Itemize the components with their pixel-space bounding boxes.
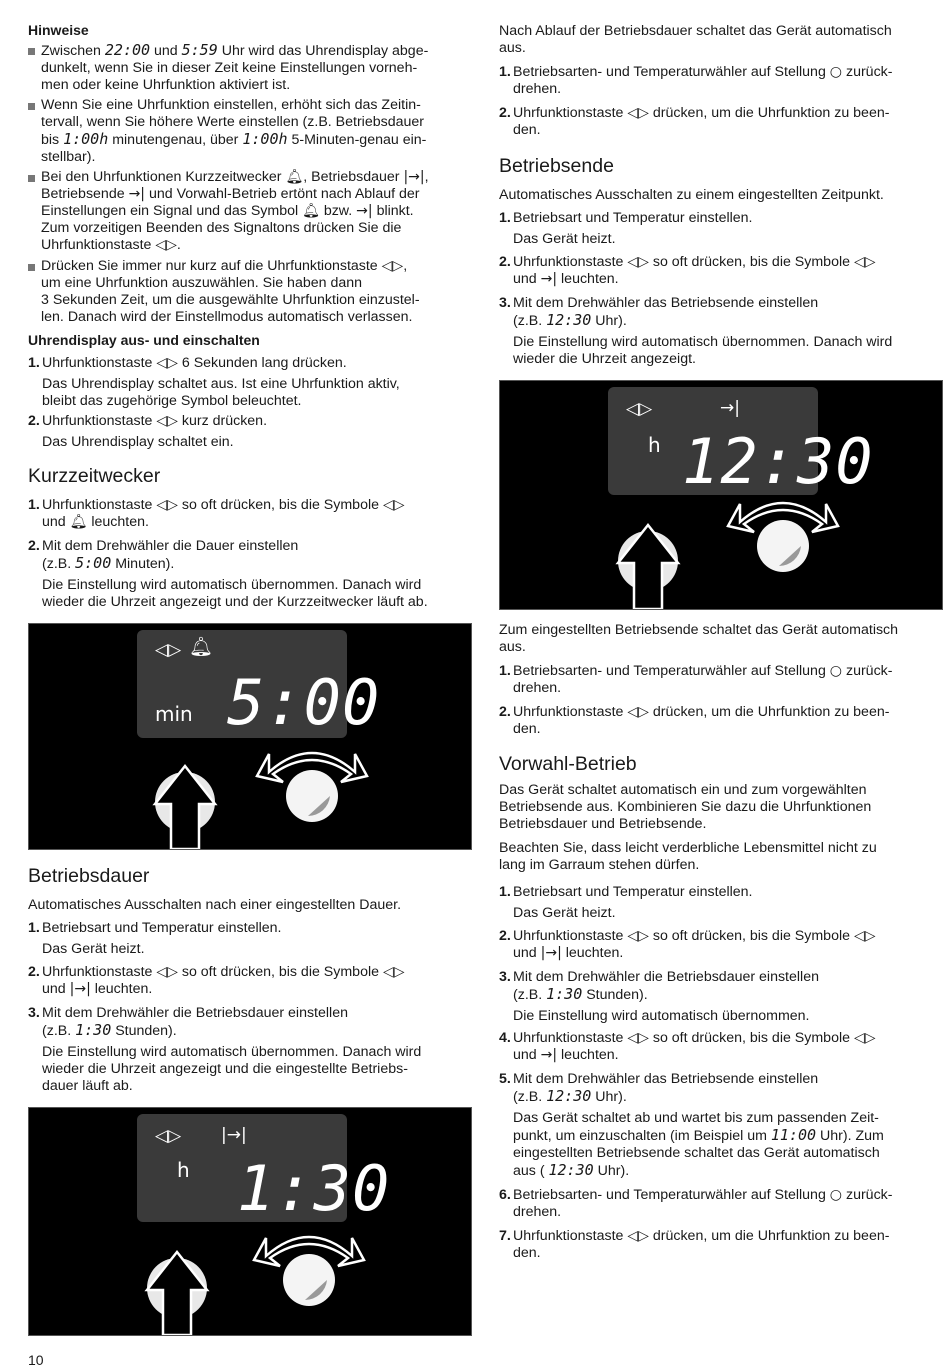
text: Betriebsart und Temperatur einstellen.	[513, 884, 753, 900]
text: Betriebsdauer und Betriebsende.	[499, 816, 707, 832]
text: Mit dem Drehwähler das Betriebsende einstellen	[513, 1071, 819, 1087]
paragraph	[499, 23, 942, 57]
text: Zwischen	[41, 43, 101, 59]
end-time-icon: →|	[540, 271, 558, 287]
be-step-2	[499, 254, 942, 288]
text: eingestellten Betriebsende schaltet das Gerät automatisch	[513, 1145, 880, 1161]
text: minutengenau, über	[112, 132, 239, 148]
step-number: 2.	[28, 413, 40, 429]
step-number: 1.	[499, 64, 511, 80]
bd-step-1	[28, 920, 472, 958]
text: Mit dem Drehwähler die Betriebsdauer einstellen	[513, 969, 819, 985]
step-number: 2.	[499, 928, 511, 944]
text: zurück-	[845, 64, 893, 80]
text: aus.	[499, 40, 526, 56]
text: drehen.	[513, 680, 562, 696]
text: so oft drücken, bis die Symbole	[652, 1030, 851, 1046]
text: Uhrfunktionstaste	[42, 355, 153, 371]
clock-key-icon: ◁▷	[155, 1126, 182, 1146]
segment-time: 5:59	[181, 41, 218, 59]
vw-step-1	[499, 884, 942, 922]
control-panel-illustration	[499, 380, 943, 610]
text: Betriebsarten- und Temperaturwähler auf Stellung	[513, 64, 826, 80]
betriebsdauer-intro: Automatisches Ausschalten nach einer eingestellten Dauer.	[28, 897, 402, 913]
clock-key-button	[155, 766, 215, 849]
text: leuchten.	[561, 271, 619, 287]
text: so oft drücken, bis die Symbole	[652, 928, 851, 944]
text: Uhrfunktionstaste	[513, 928, 624, 944]
vw-step-7	[499, 1228, 942, 1262]
text: Das Gerät schaltet automatisch ein und zum vorgewählten	[499, 782, 867, 798]
text: Das Gerät heizt.	[513, 231, 616, 247]
off-position-icon: ○	[829, 64, 843, 80]
text: Uhr).	[595, 313, 627, 329]
text: drücken, um die Uhrfunktion zu been-	[652, 1228, 890, 1244]
text: so oft drücken, bis die Symbole	[181, 497, 380, 513]
text: 3 Sekunden Zeit, um die ausgewählte Uhrfunktion einzustel-	[41, 292, 420, 308]
text: Die Einstellung wird automatisch übernommen. Danach wird	[513, 334, 893, 350]
text: Uhrfunktionstaste	[513, 254, 624, 270]
clock-key-icon: ◁▷	[156, 413, 178, 429]
kurzzeitwecker-title: Kurzzeitwecker	[28, 465, 161, 487]
text: Zum eingestellten Betriebsende schaltet das Gerät automatisch	[499, 622, 899, 638]
text: leuchten.	[94, 981, 153, 997]
segment-time: 12:30	[548, 1161, 594, 1179]
clock-key-icon: ◁▷	[626, 399, 653, 419]
segment-time: 1:00h	[242, 130, 288, 148]
bd-step-2	[28, 964, 472, 998]
text: (z.B.	[42, 556, 72, 572]
duration-icon: |→|	[540, 945, 562, 961]
clock-key-button	[618, 525, 678, 609]
step-number: 3.	[28, 1005, 40, 1021]
knob-and-key-illustration	[500, 381, 942, 609]
be-end-step-2	[499, 704, 942, 738]
text: und	[154, 43, 178, 59]
text: dauer läuft ab.	[42, 1078, 133, 1094]
text: 6 Sekunden lang drücken.	[181, 355, 347, 371]
text: ,	[403, 258, 408, 274]
bd-step-3	[28, 1005, 472, 1095]
control-panel-illustration	[28, 1107, 472, 1336]
text: Uhr).	[595, 1089, 627, 1105]
text: um eine Uhrfunktion auszuwählen. Sie haben dann	[41, 275, 363, 291]
step-number: 6.	[499, 1187, 511, 1203]
off-position-icon: ○	[829, 663, 843, 679]
text: den.	[513, 721, 541, 737]
step-number: 1.	[28, 355, 40, 371]
text: .	[176, 237, 181, 253]
clock-key-icon: ◁▷	[853, 928, 876, 944]
text: Uhr). Zum	[819, 1128, 884, 1144]
off-position-icon: ○	[829, 1187, 843, 1203]
text: aus.	[499, 639, 526, 655]
clock-key-icon: ◁▷	[627, 928, 649, 944]
text: Das Uhrendisplay schaltet ein.	[42, 434, 234, 450]
clock-key-icon: ◁▷	[156, 964, 178, 980]
text: dunkelt, wenn Sie in dieser Zeit keine Einstellungen vorneh-	[41, 60, 418, 76]
text: Betriebsende	[41, 186, 125, 202]
text: Beachten Sie, dass leicht verderbliche Lebensmittel nicht zu	[499, 840, 877, 856]
step-number: 2.	[499, 105, 511, 121]
clock-key-icon: ◁▷	[382, 497, 405, 513]
kurz-step-1	[28, 497, 472, 531]
step-number: 5.	[499, 1071, 511, 1087]
text: und Vorwahl-Betrieb ertönt nach Ablauf der	[148, 186, 420, 202]
text: (z.B.	[513, 987, 543, 1003]
text: den.	[513, 1245, 541, 1261]
text: ,	[424, 169, 429, 185]
vorwahl-intro	[499, 782, 942, 833]
page-number: 10	[28, 1352, 44, 1368]
text: Uhrfunktionstaste	[513, 1030, 624, 1046]
step-number: 1.	[499, 210, 511, 226]
text: den.	[513, 122, 541, 138]
clock-key-icon: ◁▷	[627, 254, 649, 270]
clock-key-icon: ◁▷	[156, 355, 178, 371]
rotary-selector	[728, 503, 838, 572]
betriebsdauer-title: Betriebsdauer	[28, 865, 150, 887]
text: drücken, um die Uhrfunktion zu been-	[652, 704, 890, 720]
clock-key-icon: ◁▷	[627, 704, 649, 720]
text: Mit dem Drehwähler die Dauer einstellen	[42, 538, 299, 554]
be-step-3	[499, 295, 942, 368]
step-number: 1.	[28, 497, 40, 513]
bell-icon: 🔔︎	[302, 203, 320, 219]
text: Mit dem Drehwähler das Betriebsende einstellen	[513, 295, 819, 311]
step-number: 7.	[499, 1228, 511, 1244]
step-number: 1.	[28, 920, 40, 936]
text: Zum vorzeitigen Beenden des Signaltons drücken Sie die	[41, 220, 402, 236]
segment-time: 12:30	[546, 1087, 592, 1105]
betriebsende-title: Betriebsende	[499, 155, 614, 177]
display-unit: h	[648, 433, 661, 457]
text: Uhrfunktionstaste	[513, 1228, 624, 1244]
text: (z.B.	[513, 1089, 543, 1105]
text: Das Uhrendisplay schaltet aus. Ist eine Uhrfunktion aktiv,	[42, 376, 400, 392]
display-time: 12:30	[682, 425, 874, 498]
text: len. Danach wird der Einstellmodus automatisch verlassen.	[41, 309, 413, 325]
text: kurz drücken.	[181, 413, 268, 429]
text: Einstellungen ein Signal und das Symbol	[41, 203, 299, 219]
text: Uhr).	[597, 1163, 630, 1179]
text: Das Gerät heizt.	[513, 905, 616, 921]
step-number: 3.	[499, 969, 511, 985]
text: drücken, um die Uhrfunktion zu been-	[652, 105, 890, 121]
text: zurück-	[845, 1187, 893, 1203]
knob-and-key-illustration	[29, 1108, 471, 1335]
hinweise-title: Hinweise	[28, 22, 89, 38]
step-number: 2.	[499, 254, 511, 270]
display-step-1	[28, 355, 472, 410]
text: zurück-	[845, 663, 893, 679]
bd-end-step-1	[499, 64, 942, 98]
step-number: 2.	[28, 538, 40, 554]
end-time-icon: →|	[128, 186, 146, 202]
text: Die Einstellung wird automatisch übernommen. Danach wird	[42, 577, 422, 593]
end-time-icon: →|	[540, 1047, 558, 1063]
text: wieder die Uhrzeit angezeigt.	[513, 351, 696, 367]
display-section-title: Uhrendisplay aus- und einschalten	[28, 332, 260, 348]
hinweise-item-3	[28, 169, 471, 254]
vw-step-4	[499, 1030, 942, 1064]
clock-key-icon: ◁▷	[156, 497, 178, 513]
be-step-1	[499, 210, 942, 248]
segment-time: 22:00	[104, 41, 151, 59]
text: leuchten.	[91, 514, 149, 530]
hinweise-item-1	[28, 42, 471, 94]
text: drehen.	[513, 81, 562, 97]
display-time: 5:00	[227, 666, 381, 739]
text: drehen.	[513, 1204, 562, 1220]
clock-key-icon: ◁▷	[627, 105, 649, 121]
text: bzw.	[323, 203, 353, 219]
segment-time: 11:00	[770, 1126, 817, 1144]
text: Betriebsart und Temperatur einstellen.	[42, 920, 282, 936]
paragraph	[499, 622, 942, 656]
text: 5-Minuten-genau ein-	[291, 132, 427, 148]
display-step-2	[28, 413, 472, 451]
text: Die Einstellung wird automatisch übernommen.	[513, 1008, 810, 1024]
text: Das Gerät heizt.	[42, 941, 145, 957]
text: Stunden).	[586, 987, 648, 1003]
kurz-step-2	[28, 538, 472, 611]
text: bis	[41, 132, 60, 148]
rotary-selector	[257, 753, 367, 822]
clock-key-icon: ◁▷	[381, 258, 404, 274]
display-unit: h	[177, 1158, 190, 1182]
step-number: 4.	[499, 1030, 511, 1046]
vw-step-6	[499, 1187, 942, 1221]
text: und	[513, 945, 537, 961]
text: Betriebsende aus. Kombinieren Sie dazu die Uhrfunktionen	[499, 799, 872, 815]
text: Drücken Sie immer nur kurz auf die Uhrfunktionstaste	[41, 258, 378, 274]
end-time-icon: →|	[720, 398, 740, 418]
duration-icon: |→|	[221, 1125, 247, 1145]
text: Nach Ablauf der Betriebsdauer schaltet das Gerät automatisch	[499, 23, 892, 39]
clock-key-icon: ◁▷	[853, 1030, 876, 1046]
clock-key-icon: ◁▷	[853, 254, 876, 270]
text: tervall, wenn Sie höhere Werte einstellen (z.B. Betriebsdauer	[41, 114, 424, 130]
text: und	[513, 271, 537, 287]
betriebsende-intro: Automatisches Ausschalten zu einem eingestellten Zeitpunkt.	[499, 187, 884, 203]
text: Bei den Uhrfunktionen Kurzzeitwecker	[41, 169, 282, 185]
vw-step-5	[499, 1071, 942, 1180]
text: Uhrfunktionstaste	[513, 704, 624, 720]
text: leuchten.	[565, 945, 624, 961]
text: Betriebsarten- und Temperaturwähler auf Stellung	[513, 1187, 826, 1203]
text: men oder keine Uhrfunktion aktiviert ist.	[41, 77, 291, 93]
text: lang im Garraum stehen dürfen.	[499, 857, 700, 873]
clock-key-icon: ◁▷	[155, 237, 177, 253]
text: Stunden).	[115, 1023, 177, 1039]
text: aus (	[513, 1163, 545, 1179]
duration-icon: |→|	[69, 981, 91, 997]
text: wieder die Uhrzeit angezeigt und der Kurzzeitwecker läuft ab.	[42, 594, 428, 610]
clock-key-button	[147, 1252, 207, 1335]
step-number: 1.	[499, 884, 511, 900]
text: Uhr wird das Uhrendisplay abge-	[221, 43, 429, 59]
bell-icon: 🔔︎	[285, 169, 304, 185]
text: Die Einstellung wird automatisch übernommen. Danach wird	[42, 1044, 422, 1060]
segment-time: 1:30	[75, 1021, 112, 1039]
display-time: 1:30	[237, 1152, 391, 1225]
end-time-icon: →|	[356, 203, 373, 219]
text: (z.B.	[42, 1023, 72, 1039]
segment-time: 5:00	[75, 554, 112, 572]
vw-step-2	[499, 928, 942, 962]
vorwahl-title: Vorwahl-Betrieb	[499, 753, 637, 775]
step-number: 2.	[499, 704, 511, 720]
control-panel-illustration	[28, 623, 472, 850]
step-number: 3.	[499, 295, 511, 311]
text: punkt, um einzuschalten (im Beispiel um	[513, 1128, 767, 1144]
clock-key-icon: ◁▷	[155, 640, 182, 660]
text: Mit dem Drehwähler die Betriebsdauer einstellen	[42, 1005, 348, 1021]
text: , Betriebsdauer	[303, 169, 400, 185]
segment-time: 1:30	[546, 985, 583, 1003]
step-number: 1.	[499, 663, 511, 679]
step-number: 2.	[28, 964, 40, 980]
bd-end-step-2	[499, 105, 942, 139]
clock-key-icon: ◁▷	[627, 1030, 649, 1046]
text: und	[513, 1047, 537, 1063]
text: so oft drücken, bis die Symbole	[652, 254, 851, 270]
vorwahl-note	[499, 840, 942, 874]
text: (z.B.	[513, 313, 543, 329]
bell-icon: 🔔︎	[69, 514, 88, 530]
clock-key-icon: ◁▷	[382, 964, 405, 980]
vw-step-3	[499, 969, 942, 1025]
segment-time: 1:00h	[63, 130, 109, 148]
text: Minuten).	[115, 556, 175, 572]
text: und	[42, 981, 66, 997]
text: Uhrfunktionstaste	[42, 413, 153, 429]
display-unit: min	[155, 702, 193, 726]
clock-key-icon: ◁▷	[627, 1228, 649, 1244]
text: Betriebsart und Temperatur einstellen.	[513, 210, 753, 226]
text: wieder die Uhrzeit angezeigt und die eingestellte Betriebs-	[42, 1061, 408, 1077]
text: so oft drücken, bis die Symbole	[181, 964, 380, 980]
hinweise-item-2	[28, 97, 471, 166]
text: Betriebsarten- und Temperaturwähler auf Stellung	[513, 663, 826, 679]
bell-icon: 🔔︎	[189, 636, 214, 658]
text: Uhrfunktionstaste	[513, 105, 624, 121]
knob-and-key-illustration	[29, 624, 471, 849]
segment-time: 12:30	[546, 311, 592, 329]
text: stellbar).	[41, 149, 96, 165]
text: blinkt.	[376, 203, 414, 219]
text: Uhrfunktionstaste	[41, 237, 152, 253]
be-end-step-1	[499, 663, 942, 697]
text: leuchten.	[561, 1047, 619, 1063]
text: bleibt das zugehörige Symbol beleuchtet.	[42, 393, 302, 409]
text: und	[42, 514, 66, 530]
rotary-selector	[254, 1237, 364, 1306]
hinweise-item-4	[28, 258, 471, 326]
text: Uhrfunktionstaste	[42, 964, 153, 980]
duration-icon: |→|	[403, 169, 425, 185]
text: Uhrfunktionstaste	[42, 497, 153, 513]
text: Wenn Sie eine Uhrfunktion einstellen, erhöht sich das Zeitin-	[41, 97, 421, 113]
text: Das Gerät schaltet ab und wartet bis zum passenden Zeit-	[513, 1110, 879, 1126]
